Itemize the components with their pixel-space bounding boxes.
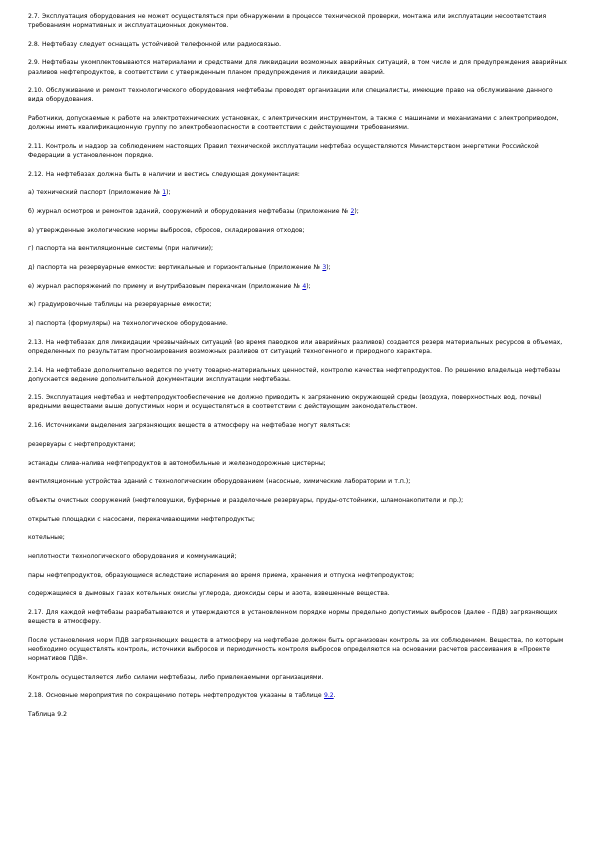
paragraph-table: Таблица 9.2 <box>28 711 67 719</box>
appendix-link[interactable]: 9.2 <box>323 692 334 700</box>
appendix-link[interactable]: 1 <box>162 189 167 197</box>
paragraph-src-7: неплотности технологического оборудования и коммуникаций; <box>28 552 237 560</box>
paragraph-b <box>28 207 568 216</box>
appendix-link[interactable]: 3 <box>322 264 327 272</box>
paragraph-control: Контроль осуществляется либо силами нефтебазы, либо привлекаемыми организациями. <box>28 673 324 681</box>
paragraph-text: ); <box>354 207 359 215</box>
paragraph-v: в) утвержденные экологические нормы выбросов, сбросов, складирования отходов; <box>28 226 305 234</box>
paragraph-text: ); <box>166 189 171 197</box>
paragraph-2-7: 2.7. Эксплуатация оборудования не может осуществляться при обнаружении в процессе технической проверки, монтажа или эксплуатации несоответствия требованиям нормативных и эксплуатационных документов. <box>28 13 547 30</box>
paragraph-2-9: 2.9. Нефтебазы укомплектовываются материалами и средствами для ликвидации возможных аварийных ситуаций, в том числе и для предупреждения аварийных разливов нефтепродуктов, в соответствии с утвержденным планом предупреждения и ликвидации аварий. <box>28 59 567 76</box>
paragraph-a <box>28 188 568 197</box>
paragraph-2-15: 2.15. Эксплуатация нефтебаз и нефтепродуктообеспечение не должно приводить к загрязнению окружающей среды (воздуха, поверхностных вод, почвы) вредными веществами выше допустимых норм и осуществляться в соответствии с действующим законодательством. <box>28 394 542 411</box>
paragraph-text: . <box>333 692 336 700</box>
paragraph-g: г) паспорта на вентиляционные системы (при наличии); <box>28 245 214 253</box>
paragraph-2-12: 2.12. На нефтебазах должна быть в наличии и вестись следующая документация: <box>28 170 300 178</box>
appendix-link[interactable]: 2 <box>350 207 355 215</box>
paragraph-src-8: пары нефтепродуктов, образующиеся вследствие испарения во время приема, хранения и отпуска нефтепродуктов; <box>28 571 415 579</box>
paragraph-src-2: эстакады слива-налива нефтепродуктов в автомобильные и железнодорожные цистерны; <box>28 459 326 467</box>
paragraph-text: б) журнал осмотров и ремонтов зданий, сооружений и оборудования нефтебазы (приложение № <box>28 207 351 215</box>
paragraph-text: д) паспорта на резервуарные емкости: вертикальные и горизонтальные (приложение № <box>28 264 323 272</box>
paragraph-text: ); <box>326 264 331 272</box>
paragraph-text: ); <box>306 282 311 290</box>
paragraph-d <box>28 263 568 272</box>
paragraph-src-6: котельные; <box>28 534 65 542</box>
paragraph-workers: Работники, допускаемые к работе на электротехнических установках, с электрическим инструментом, а также с машинами и механизмами с электроприводом, должны иметь квалификационную группу по электробезопасности в соответствии с действующими требованиями. <box>28 115 559 132</box>
paragraph-2-14: 2.14. На нефтебазе дополнительно ведется по учету товарно-материальных ценностей, контролю качества нефтепродуктов. По решению владельца нефтебазы допускается ведение дополнительной документации эксплуатации нефтебазы. <box>28 366 561 383</box>
document-page <box>28 12 568 729</box>
paragraph-src-1: резервуары с нефтепродуктами; <box>28 440 136 448</box>
paragraph-e <box>28 282 568 291</box>
paragraph-z: з) паспорта (формуляры) на технологическое оборудование. <box>28 320 228 328</box>
paragraph-2-13: 2.13. На нефтебазах для ликвидации чрезвычайных ситуаций (во время паводков или аварийных разливов) создается резерв материальных ресурсов в объемах, определенных по результатам прогнозирования возможных разливов от ситуаций техногенного и природного характера. <box>28 338 563 355</box>
paragraph-src-5: открытые площадки с насосами, перекачивающими нефтепродукты; <box>28 515 255 523</box>
paragraph-src-3: вентиляционные устройства зданий с технологическим оборудованием (насосные, химические лаборатории и т.п.); <box>28 478 411 486</box>
paragraph-zh: ж) градуировочные таблицы на резервуарные емкости; <box>28 301 212 309</box>
paragraph-2-18 <box>28 691 568 700</box>
paragraph-text: 2.18. Основные мероприятия по сокращению потерь нефтепродуктов указаны в таблице <box>28 692 324 700</box>
paragraph-2-16: 2.16. Источниками выделения загрязняющих веществ в атмосферу на нефтебазе могут являться: <box>28 422 351 430</box>
paragraph-text: е) журнал распоряжений по приему и внутрибазовым перекачкам (приложение № <box>28 282 303 290</box>
appendix-link[interactable]: 4 <box>302 282 307 290</box>
paragraph-2-11: 2.11. Контроль и надзор за соблюдением настоящих Правил технической эксплуатации нефтебаз осуществляются Министерством энергетики Российской Федерации в установленном порядке. <box>28 142 539 159</box>
paragraph-2-10: 2.10. Обслуживание и ремонт технологического оборудования нефтебазы проводят организации или специалисты, имеющие право на обслуживание данного вида оборудования. <box>28 87 553 104</box>
paragraph-src-9: содержащиеся в дымовых газах котельных окислы углерода, диоксиды серы и азота, взвешенные вещества. <box>28 590 390 598</box>
paragraph-pdv: После установления норм ПДВ загрязняющих веществ в атмосферу на нефтебазе должен быть организован контроль за их соблюдением. Вещества, по которым необходимо осуществлять контроль, источники выбросов и периодичность контроля выбросов определяются на основании расчетов рассеивания в «Проекте нормативов ПДВ». <box>28 636 564 662</box>
paragraph-2-8: 2.8. Нефтебазу следует оснащать устойчивой телефонной или радиосвязью. <box>28 40 282 48</box>
paragraph-src-4: объекты очистных сооружений (нефтеловушки, буферные и разделочные резервуары, пруды-отстойники, шламонакопители и пр.); <box>28 496 464 504</box>
paragraph-text: а) технический паспорт (приложение № <box>28 189 163 197</box>
paragraph-2-17: 2.17. Для каждой нефтебазы разрабатываются и утверждаются в установленном порядке нормы предельно допустимых выбросов (далее - ПДВ) загрязняющих веществ в атмосферу. <box>28 609 558 626</box>
